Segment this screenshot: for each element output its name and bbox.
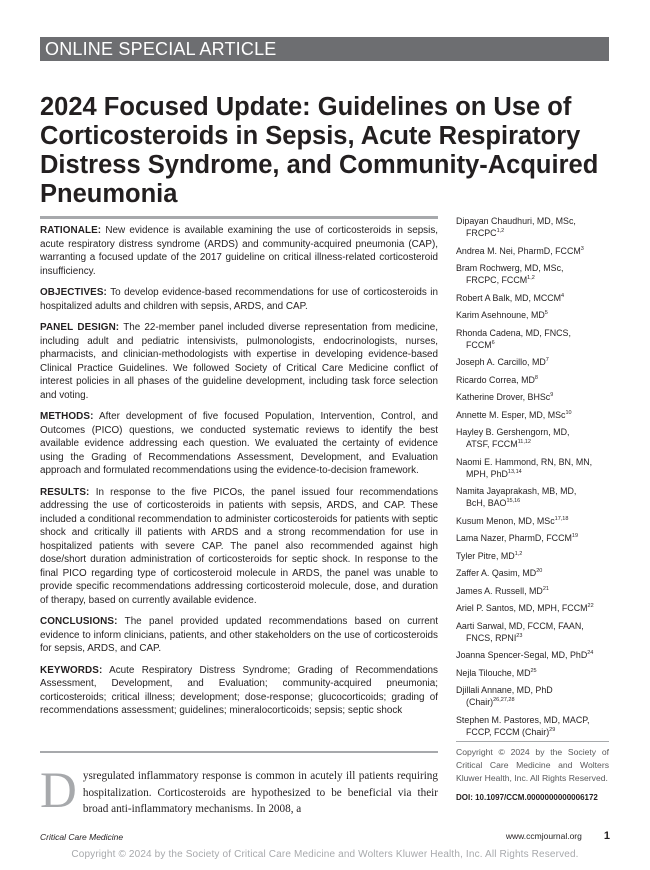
journal-name: Critical Care Medicine <box>40 832 124 842</box>
author-entry: Katherine Drover, BHSc$^9$ <box>456 392 554 402</box>
copyright-notice <box>456 741 609 802</box>
title-line: Corticosteroids in Sepsis, Acute Respiratory <box>40 122 581 150</box>
abstract-conclusions <box>40 615 438 656</box>
title-line: Distress Syndrome, and Community-Acquired <box>40 151 599 179</box>
journal-url[interactable]: www.ccmjournal.org <box>505 831 582 841</box>
abstract-methods <box>40 410 438 478</box>
section-text: In response to the five PICOs, the panel issued four recommendations addressing the use of corticosteroids in patients with sepsis, ARDS, and CAP. These included a conditional recommendation to administer corticosteroids for patients with septic shock and critically ill patients with ARDS and a strong recommendation for use in hospitalized patients with severe CAP. The panel also recommended against high dose/short duration administration of corticosteroids for septic shock. In response to the final PICO regarding type of corticosteroid molecule in ARDS, the panel was unable to provide specific recommendations addressing corticosteroid molecule, dose, and duration of therapy, based on currently available evidence. <box>40 486 439 606</box>
section-label: OBJECTIVES: <box>40 287 107 298</box>
divider <box>40 751 438 753</box>
section-label: RESULTS: <box>40 486 90 498</box>
section-label: PANEL DESIGN: <box>40 322 120 333</box>
abstract-panel-design <box>40 321 438 402</box>
section-text: New evidence is available examining the use of corticosteroids in sepsis, acute respiratory distress syndrome (ARDS) and community-acquired pneumonia (CAP), warranting a focused update of the 2017 guideline on critical illness-related corticosteroid insufficiency. <box>40 225 438 277</box>
author-entry: Rhonda Cadena, MD, FNCS, FCCM$^6$ <box>456 327 571 350</box>
author-entry: Annette M. Esper, MD, MSc$^{10}$ <box>456 409 572 420</box>
page-number: 1 <box>603 830 610 842</box>
abstract <box>40 216 438 726</box>
author-entry: Djillali Annane, MD, PhD (Chair)$^{26,27,28}$ <box>456 685 553 707</box>
author-entry: Joseph A. Carcillo, $MD^7$ <box>456 357 549 367</box>
section-text: Acute Respiratory Distress Syndrome; Grading of Recommendations Assessment, Development, and Evaluation; community-acquired pneumonia; corticosteroids; critical illness; development; dose-response; glucocorticoids; grading of recommendations assessment; guidelines; mineralocorticoids; sepsis; septic shock <box>40 664 438 716</box>
author-entry: Robert A Balk, MD, MCCM$^4$ <box>456 292 565 303</box>
section-text: After development of five focused Population, Intervention, Control, and Outcomes (PICO) questions, we conducted systematic reviews to identify the best available evidence addressing each question. We evaluated the certainty of evidence using the Grading of Recommendations Assessment, Development, and Evaluation approach and formulated recommendations using the evidence-to-decision framework. <box>40 411 438 476</box>
article-type-banner: ONLINE SPECIAL ARTICLE <box>40 37 609 61</box>
body-text: ysregulated inflammatory response is common in acutely ill patients requiring hospitalization. Corticosteroids are hypothesized to be beneficial via their broad anti-inflammatory mechanisms. In 2008, a <box>82 770 438 815</box>
doi-link[interactable]: DOI: 10.1097/CCM.0000000000006172 <box>456 793 598 802</box>
section-text: The panel provided updated recommendations based on current evidence to inform clinicians, patients, and other stakeholders on the use of corticosteroids for sepsis, ARDS, and CAP. <box>40 616 438 654</box>
author-entry: Hayley B. Gershengorn, MD, ATSF, FCCM$^{11,12}$ <box>456 427 570 449</box>
section-label: RATIONALE: <box>40 225 102 236</box>
author-entry: Nejla Tilouche, MD$^{25}$ <box>456 667 537 678</box>
section-label: CONCLUSIONS: <box>40 616 118 627</box>
section-text: The 22-member panel included diverse representation from medicine, including adult and pediatric intensivists, pulmonologists, endocrinologists, nurses, pharmacists, and clinician-methodologists with expertise in developing evidence-based Clinical Practice Guidelines. We followed Society of Critical Care Medicine conflict of interest policies in all phases of the guideline development, including task force selection and voting. <box>40 322 438 401</box>
author-entry: Lama Nazer, PharmD, FCCM$^{19}$ <box>456 533 579 543</box>
author-entry: Andrea M. Nei, PharmD, FCCM$^3$ <box>456 245 584 256</box>
copyright-text: Copyright © 2024 by the Society of Critical Care Medicine and Wolters Kluwer Health, Inc. All Rights Reserved. <box>456 747 609 783</box>
section-label: METHODS: <box>40 411 94 422</box>
abstract-results <box>40 486 438 608</box>
body-paragraph <box>40 763 438 819</box>
section-label: KEYWORDS: <box>40 664 103 676</box>
author-entry: Bram Rochwerg, MD, MSc, FRCPC, FCCM$^{1,2}$ <box>456 263 564 285</box>
page-footer-right <box>506 830 610 842</box>
author-entry: Karim Asehnoune, $MD^5$ <box>456 310 548 320</box>
abstract-keywords <box>40 664 438 718</box>
author-entry: Naomi E. Hammond, RN, BN, MN, MPH, PhD$^{13,14}$ <box>456 456 593 479</box>
author-entry: Ariel P. Santos, MD, MPH, FCCM$^{22}$ <box>456 603 594 613</box>
abstract-rationale <box>40 224 438 278</box>
author-entry: Zaffer A. Qasim, MD$^{20}$ <box>456 568 543 578</box>
author-entry: Stephen M. Pastores, MD, MACP, FCCP, FCCM (Chair)$^{29}$ <box>456 714 590 737</box>
author-entry: Ricardo Correa, $MD^8$ <box>456 374 538 385</box>
author-entry: Tyler Pitre, MD$^{1,2}$ <box>456 550 523 561</box>
author-list <box>456 215 614 743</box>
copyright-footer: Copyright © 2024 by the Society of Critical Care Medicine and Wolters Kluwer Health, Inc. All Rights Reserved. <box>71 849 579 860</box>
article-title <box>40 93 615 209</box>
author-entry: James A. Russell, MD$^{21}$ <box>456 585 549 596</box>
drop-cap: D <box>40 763 77 819</box>
author-entry: Dipayan Chaudhuri, MD, MSc, FRCPC$^{1,2}$ <box>456 216 576 238</box>
title-line: Pneumonia <box>40 180 178 208</box>
abstract-objectives <box>40 286 438 313</box>
author-entry: Joanna Spencer-Segal, MD, PhD$^{24}$ <box>456 650 594 660</box>
section-text: To develop evidence-based recommendations for use of corticosteroids in hospitalized adults and children with sepsis, ARDS, and CAP. <box>40 287 438 312</box>
author-entry: Namita Jayaprakash, MB, MD, BcH, BAO$^{15,16}$ <box>456 486 577 508</box>
author-entry: Kusum Menon, MD, MSc$^{17,18}$ <box>456 515 569 526</box>
author-entry: Aarti Sarwal, MD, FCCM, FAAN, FNCS, RPNI$^{23}$ <box>456 620 584 643</box>
title-line: 2024 Focused Update: Guidelines on Use of <box>40 93 572 121</box>
